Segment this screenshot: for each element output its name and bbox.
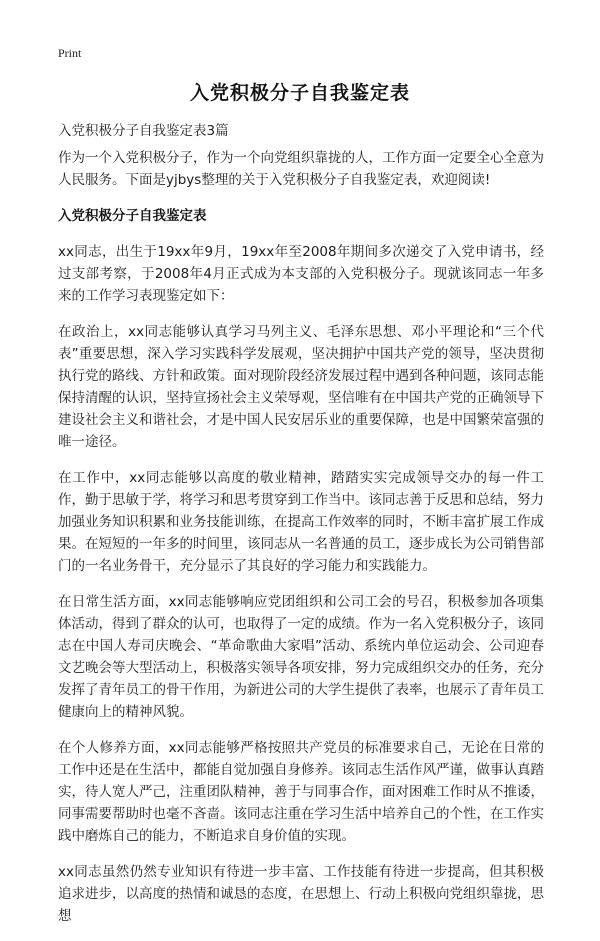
body-paragraph-3: 在工作中，xx同志能够以高度的敬业精神，踏踏实实完成领导交办的每一件工作，勤于思敏于学，将学习和思考贯穿到工作当中。该同志善于反思和总结，努力加强业务知识积累和业务技能训练，在提高工作效率的同时，不断丰富扩展工作成果。在短短的一年多的时间里，该同志从一名普通的员工，逐步成长为公司销售部门的一名业务骨干，充分显示了其良好的学习能力和实践能力。 bbox=[58, 470, 544, 574]
body-paragraph-6: xx同志虽然仍然专业知识有待进一步丰富、工作技能有待进一步提高，但其积极追求进步，以高度的热情和诚恳的态度，在思想上、行动上积极向党组织靠拢，思想 bbox=[58, 864, 544, 924]
intro-paragraph: 作为一个入党积极分子，作为一个向党组织靠拢的人，工作方面一定要全心全意为人民服务。下面是yjbys整理的关于入党积极分子自我鉴定表，欢迎阅读! bbox=[58, 150, 544, 188]
page-title: 入党积极分子自我鉴定表 bbox=[189, 82, 410, 104]
print-link[interactable]: Print bbox=[58, 46, 82, 60]
body-paragraph-2: 在政治上，xx同志能够认真学习马列主义、毛泽东思想、邓小平理论和“三个代表”重要思想，深入学习实践科学发展观，坚决拥护中国共产党的领导，坚决贯彻执行党的路线、方针和政策。面对现阶段经济发展过程中遇到各种问题，该同志能保持清醒的认识，坚持宣扬社会主义荣辱观，坚信唯有在中国共产党的正确领导下建设社会主义和谐社会，才是中国人民安居乐业的重要保障，也是中国繁荣富强的唯一途径。 bbox=[58, 324, 544, 450]
document-body bbox=[58, 147, 544, 941]
section-heading: 入党积极分子自我鉴定表 bbox=[58, 208, 207, 224]
document-subtitle: 入党积极分子自我鉴定表3篇 bbox=[58, 123, 229, 139]
body-paragraph-5: 在个人修养方面，xx同志能够严格按照共产党员的标准要求自己，无论在日常的工作中还是在生活中，都能自觉加强自身修养。该同志生活作风严谨，做事认真踏实，待人宽人严己，注重团队精神，善于与同事合作，面对困难工作时从不推诿，同事需要帮助时也毫不吝啬。该同志注重在学习生活中培养自己的个性，在工作实践中磨炼自己的能力，不断追求自身价值的实现。 bbox=[58, 740, 544, 844]
body-paragraph-1: xx同志，出生于19xx年9月，19xx年至2008年期间多次递交了入党申请书，经过支部考察，于2008年4月正式成为本支部的入党积极分子。现就该同志一年多来的工作学习表现鉴定如下： bbox=[58, 244, 544, 304]
body-paragraph-4: 在日常生活方面，xx同志能够响应党团组织和公司工会的号召，积极参加各项集体活动，得到了群众的认可，也取得了一定的成绩。作为一名入党积极分子，该同志在中国人寿司庆晚会、“革命歌曲大家唱”活动、系统内单位运动会、公司迎春文艺晚会等大型活动上，积极落实领导各项安排，努力完成组织交办的任务，充分发挥了青年员工的骨干作用，为新进公司的大学生提供了表率，也展示了青年员工健康向上的精神风貌。 bbox=[58, 594, 544, 720]
